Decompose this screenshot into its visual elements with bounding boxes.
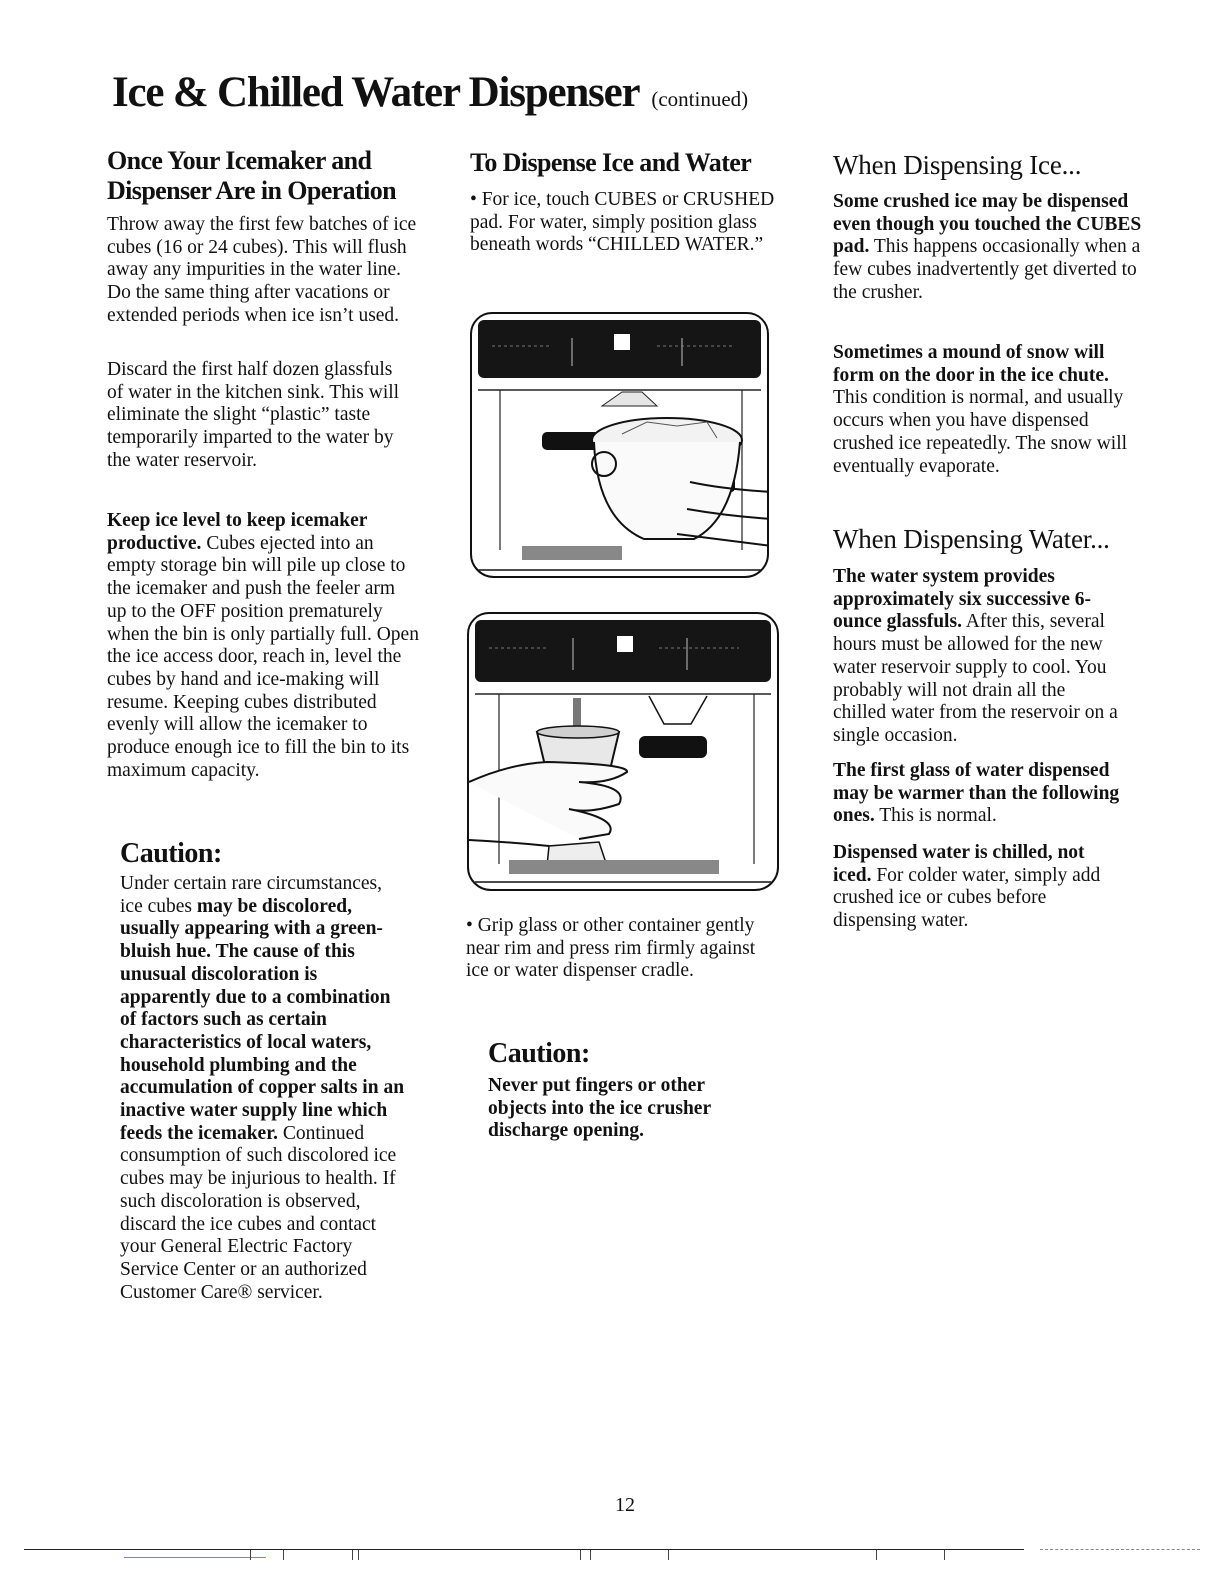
footer-tick: [590, 1550, 591, 1560]
water-paragraph-3: [833, 842, 1113, 933]
page-number: 12: [615, 1494, 635, 1516]
operation-paragraph-3: [107, 510, 419, 782]
footer-tick: [944, 1550, 945, 1560]
page-title-main: Ice & Chilled Water Dispenser: [112, 69, 640, 116]
ice-paragraph-2: [833, 342, 1138, 478]
ice-crushed-lead: Some crushed ice may be dispensed even though you touched the CUBES pad.: [833, 191, 1142, 258]
ice-snow-text: This condition is normal, and usually occurs when you have dispensed crushed ice repeatedly. The snow will eventually evaporate.: [833, 387, 1128, 477]
section-heading-operation: Once Your Icemaker and Dispenser Are in Operation: [107, 146, 396, 205]
water-dispensing-illustration-icon: [467, 612, 779, 891]
ice-crushed-text: This happens occasionally when a few cubes inadvertently get diverted to the crusher.: [833, 236, 1141, 303]
water-paragraph-1: [833, 566, 1118, 748]
caution-discoloration-lead: Under certain rare circumstances, ice cubes: [120, 873, 383, 917]
footer-tick: [668, 1550, 669, 1560]
dispense-bullet-1: • For ice, touch CUBES or CRUSHED pad. For water, simply position glass beneath words “CHILLED WATER.”: [470, 189, 775, 256]
footer-tick: [283, 1550, 284, 1560]
footer-tick: [250, 1550, 251, 1560]
caution-crusher-text: Never put fingers or other objects into the ice crusher discharge opening.: [488, 1075, 711, 1142]
caution-discoloration-text: [120, 873, 405, 1304]
operation-paragraph-2: Discard the first half dozen glassfuls of water in the kitchen sink. This will eliminate the slight “plastic” taste temporarily imparted to the water by the water reservoir.: [107, 359, 400, 471]
ice-level-lead: Keep ice level to keep icemaker productive.: [107, 510, 368, 554]
section-heading-dispense: To Dispense Ice and Water: [470, 148, 752, 177]
ice-paragraph-1: [833, 191, 1148, 305]
footer-tick: [876, 1550, 877, 1560]
footer-scan-mark: [124, 1557, 266, 1558]
page-title: [112, 68, 748, 117]
footer-tick: [358, 1550, 359, 1560]
water-chilled-text: For colder water, simply add crushed ice or cubes before dispensing water.: [833, 864, 1101, 932]
page-title-continued: (continued): [651, 87, 749, 111]
caution-heading-discoloration: Caution:: [120, 838, 222, 869]
ice-snow-lead: Sometimes a mound of snow will form on the door in the ice chute.: [833, 342, 1109, 386]
operation-paragraph-1: Throw away the first few batches of ice cubes (16 or 24 cubes). This will flush away any impurities in the water line. Do the same thing after vacations or extended periods when ice isn’t used.: [107, 214, 417, 326]
footer-rule: [24, 1549, 1024, 1550]
water-chilled-lead: Dispensed water is chilled, not iced.: [833, 842, 1085, 886]
water-glassfuls-lead: The water system provides approximately six successive 6-ounce glassfuls.: [833, 566, 1091, 633]
water-first-glass-lead: The first glass of water dispensed may be warmer than the following ones.: [833, 760, 1120, 827]
footer-rule-faint: [1040, 1549, 1200, 1550]
footer-tick: [580, 1550, 581, 1560]
water-dispensing-svg: [469, 614, 777, 889]
water-glassfuls-text: After this, several hours must be allowed for the new water reservoir supply to cool. You probably will not drain all the chilled water from the reservoir on a single occasion.: [833, 611, 1118, 746]
water-paragraph-2: [833, 760, 1143, 828]
ice-dispensing-illustration-icon: [470, 312, 769, 578]
caution-discoloration-bold: may be discolored, usually appearing with a green-bluish hue. The cause of this unusual discoloration is apparently due to a combination of factors such as certain characteristics of local waters, household plumbing and the accumulation of copper salts in an inactive water supply line which feeds the icemaker.: [120, 895, 405, 1144]
dispense-bullet-2: • Grip glass or other container gently near rim and press rim firmly against ice or water dispenser cradle.: [466, 915, 756, 982]
section-heading-water: When Dispensing Water...: [833, 524, 1110, 554]
ice-dispensing-svg: [472, 314, 767, 576]
caution-heading-crusher: Caution:: [488, 1038, 590, 1069]
section-heading-ice: When Dispensing Ice...: [833, 150, 1082, 180]
water-first-glass-text: This is normal.: [874, 805, 997, 827]
ice-level-text: Cubes ejected into an empty storage bin will pile up close to the icemaker and push the feeler arm up to the OFF position prematurely when the bin is only partially full. Open the ice access door, reach in, level the cubes by hand and ice-making will resume. Keeping cubes distributed evenly will allow the icemaker to produce enough ice to fill the bin to its maximum capacity.: [107, 532, 419, 781]
caution-discoloration-tail: Continued consumption of such discolored ice cubes may be injurious to health. If such discoloration is observed, discard the ice cubes and contact your General Electric Factory Service Center or an authorized Customer Care® servicer.: [120, 1122, 397, 1303]
footer-tick: [352, 1550, 353, 1560]
